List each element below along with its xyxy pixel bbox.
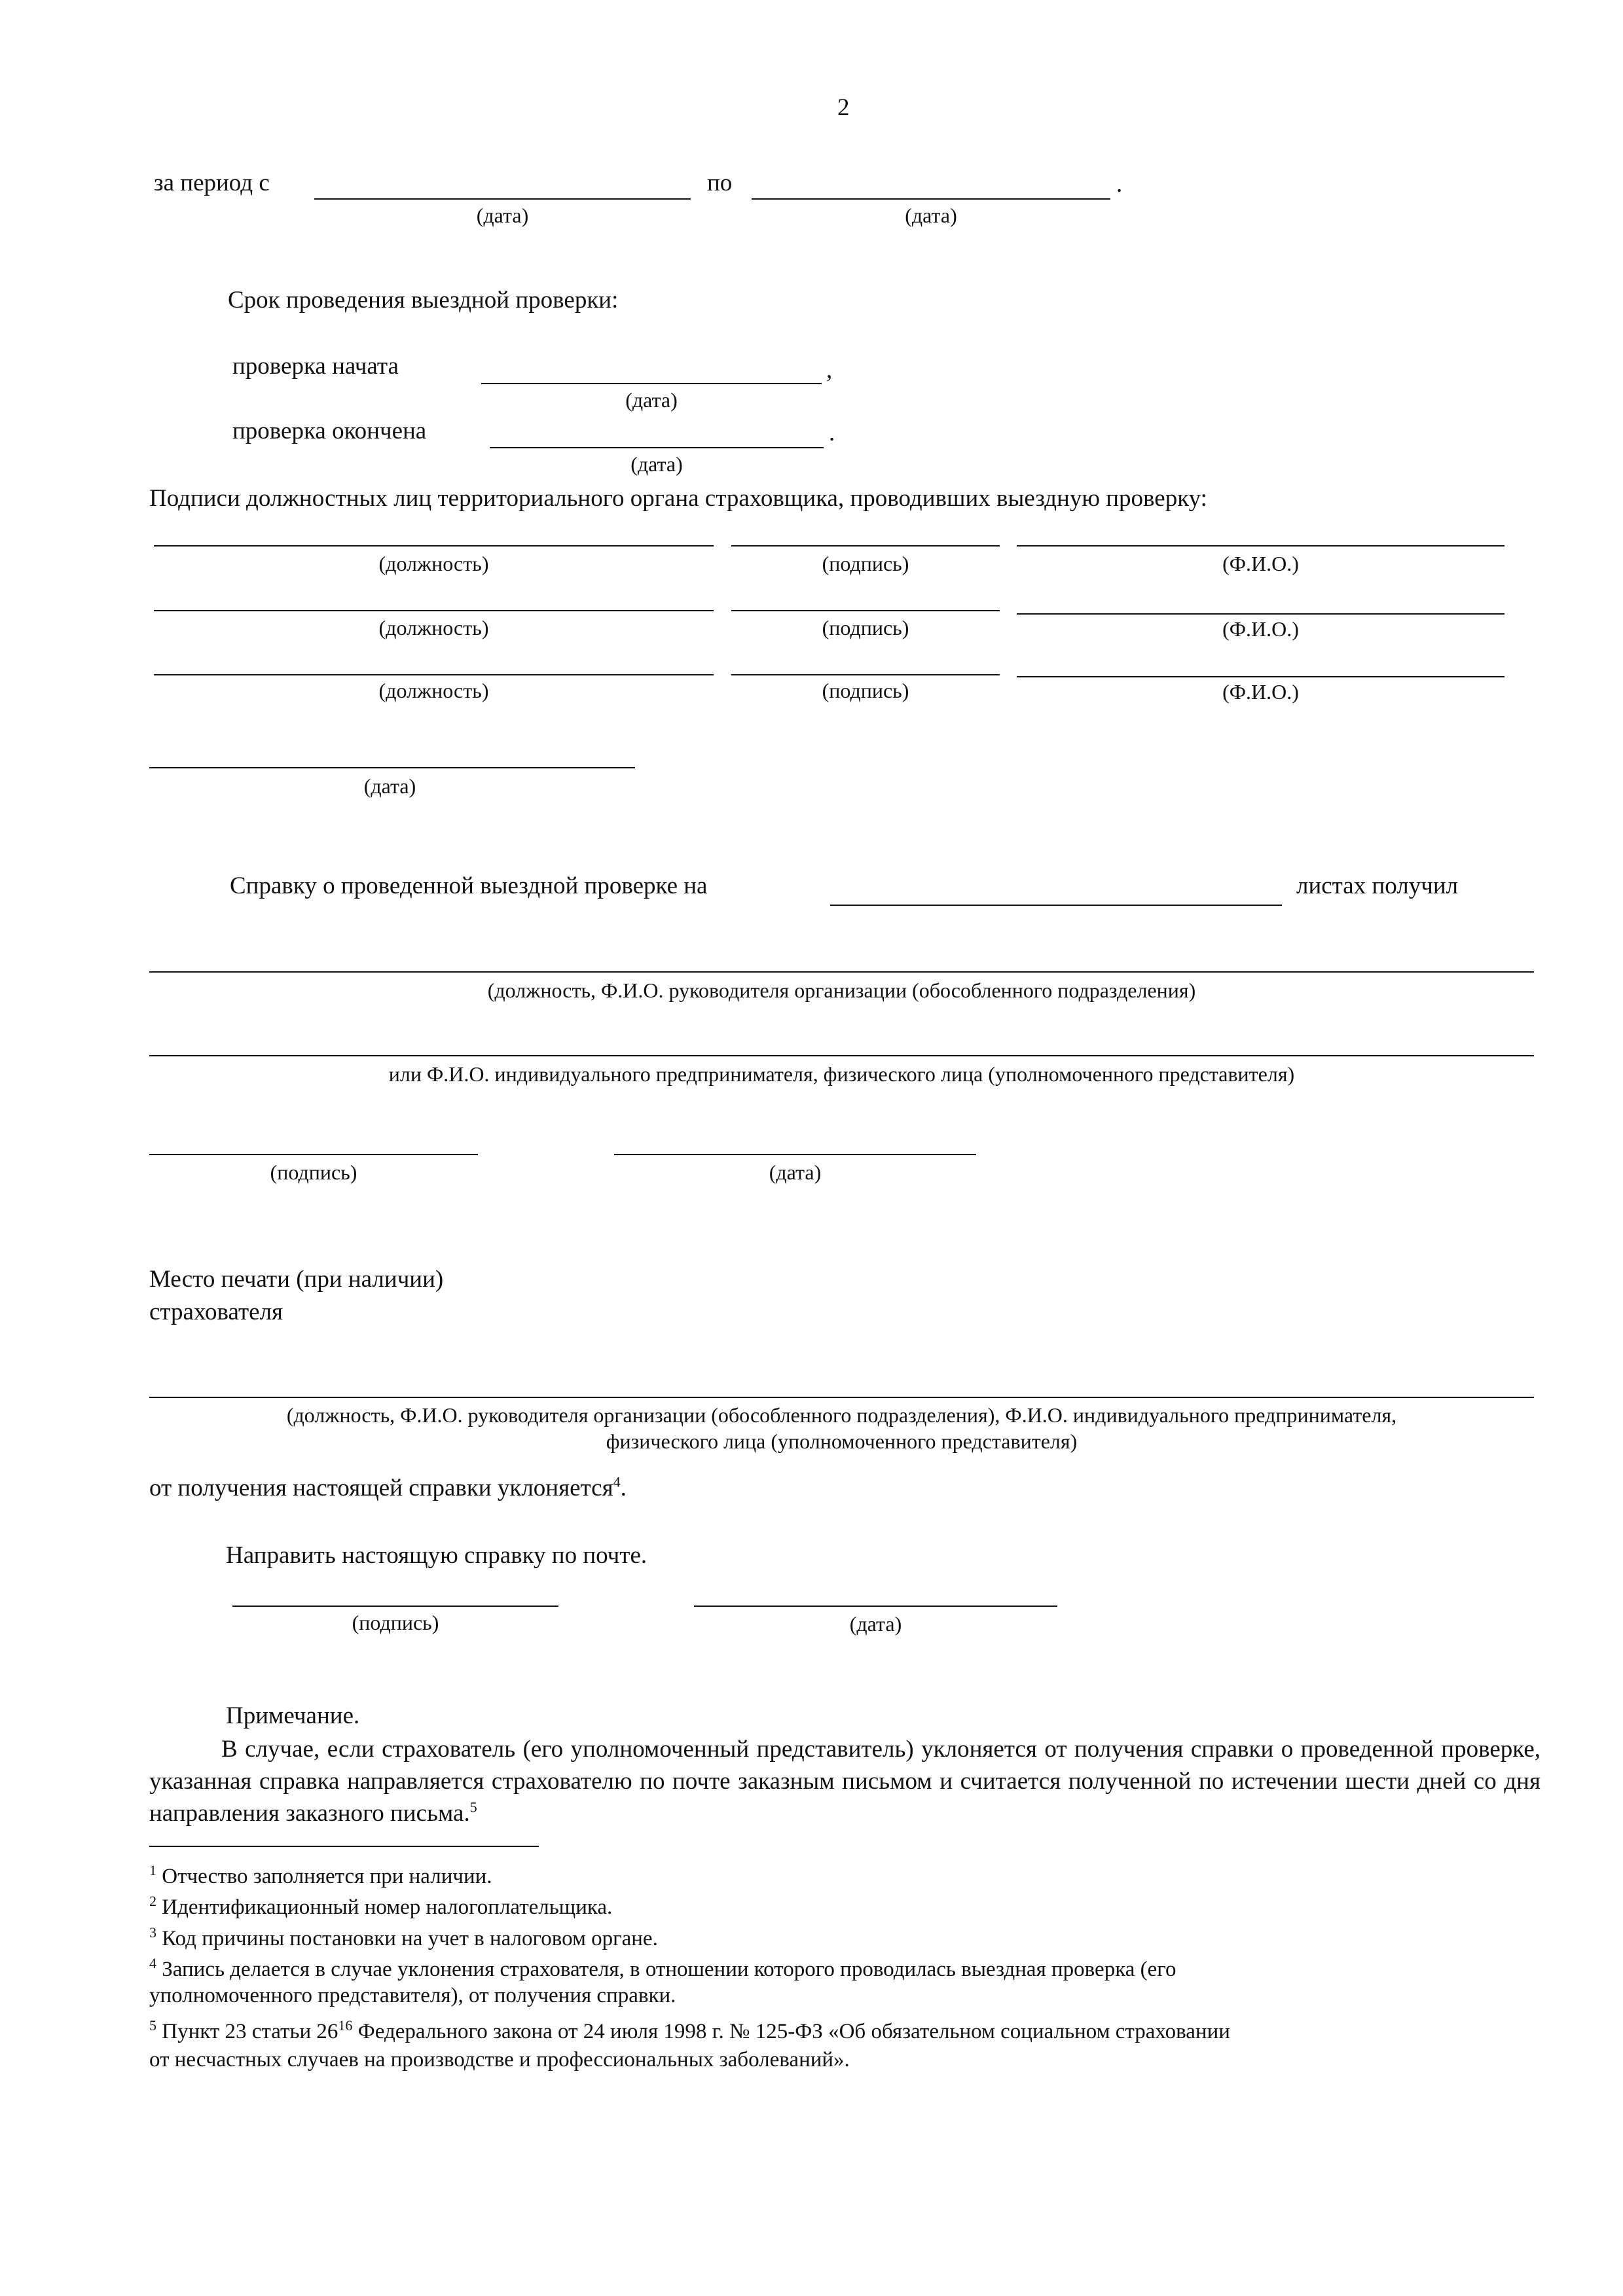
footnote-2-number: 2 xyxy=(149,1893,156,1909)
mail-text: Направить настоящую справку по почте. xyxy=(226,1542,647,1569)
signature-row-3-position-field[interactable] xyxy=(154,674,714,675)
signature-row-2-position-field[interactable] xyxy=(154,610,714,611)
receipt-date-caption: (дата) xyxy=(769,1160,822,1184)
evasion-text: от получения настоящей справки уклоняется xyxy=(149,1475,613,1501)
signature-row-3-position-caption: (должность) xyxy=(378,679,489,702)
footnote-5-text-continued: от несчастных случаев на производстве и профессиональных заболеваний». xyxy=(149,2048,850,2072)
signature-row-3-fio-caption: (Ф.И.О.) xyxy=(1222,680,1299,704)
evasion-end-mark: . xyxy=(620,1475,627,1501)
signature-row-3-signature-field[interactable] xyxy=(731,674,1000,675)
mail-date-field[interactable] xyxy=(694,1605,1057,1607)
seal-line-1: Место печати (при наличии) xyxy=(149,1266,444,1293)
inspection-started-mark: , xyxy=(826,357,833,384)
signature-row-1-signature-field[interactable] xyxy=(731,545,1000,547)
footnote-5-text-b: Федерального закона от 24 июля 1998 г. № 125-ФЗ «Об обязательном социальном страховании xyxy=(357,2020,1230,2043)
footnote-4-text-continued: уполномоченного представителя), от получения справки. xyxy=(149,1984,676,2007)
mail-signature-field[interactable] xyxy=(232,1605,558,1607)
inspection-started-caption: (дата) xyxy=(625,388,678,412)
inspection-heading: Срок проведения выездной проверки: xyxy=(228,287,619,314)
signature-row-1-signature-caption: (подпись) xyxy=(822,552,909,575)
receipt-head-field[interactable] xyxy=(149,971,1534,973)
period-from-label: за период с xyxy=(154,170,270,196)
receipt-signature-field[interactable] xyxy=(149,1154,478,1155)
footnote-5-sup: 16 xyxy=(338,2017,353,2034)
signatures-date-field[interactable] xyxy=(149,767,635,768)
footnote-1-text: Отчество заполняется при наличии. xyxy=(162,1865,492,1888)
period-to-label: по xyxy=(707,170,733,196)
receipt-signature-caption: (подпись) xyxy=(270,1160,357,1184)
evasion-caption-line-2: физического лица (уполномоченного представителя) xyxy=(606,1429,1078,1453)
signature-row-1-fio-field[interactable] xyxy=(1017,545,1504,547)
mail-date-caption: (дата) xyxy=(849,1612,902,1636)
footnote-5-number: 5 xyxy=(149,2017,156,2034)
signature-row-2-signature-field[interactable] xyxy=(731,610,1000,611)
footnote-2 xyxy=(149,1895,612,1920)
footnote-3 xyxy=(149,1926,658,1951)
footnote-2-text: Идентификационный номер налогоплательщика. xyxy=(162,1895,613,1919)
seal-line-2: страхователя xyxy=(149,1299,283,1325)
receipt-entrepreneur-caption: или Ф.И.О. индивидуального предпринимателя, физического лица (уполномоченного представителя) xyxy=(388,1062,1295,1086)
signature-row-1-position-field[interactable] xyxy=(154,545,714,547)
footnote-3-number: 3 xyxy=(149,1924,156,1941)
footnote-3-text: Код причины постановки на учет в налоговом органе. xyxy=(162,1927,658,1950)
signature-row-2-position-caption: (должность) xyxy=(378,616,489,639)
footnote-5-text-a: Пункт 23 статьи 26 xyxy=(162,2020,338,2043)
receipt-head-caption: (должность, Ф.И.О. руководителя организации (обособленного подразделения) xyxy=(487,978,1196,1002)
period-end-mark: . xyxy=(1116,171,1123,198)
footnote-separator xyxy=(149,1846,539,1847)
footnote-1-number: 1 xyxy=(149,1862,156,1878)
receipt-entrepreneur-field[interactable] xyxy=(149,1055,1534,1056)
note-title: Примечание. xyxy=(226,1702,360,1729)
evasion-footnote-ref: 4 xyxy=(613,1473,621,1490)
evasion-caption-line-1: (должность, Ф.И.О. руководителя организации (обособленного подразделения), Ф.И.О. индивидуального предпринимателя, xyxy=(286,1403,1397,1427)
signature-row-2-fio-field[interactable] xyxy=(1017,613,1504,615)
inspection-started-field[interactable] xyxy=(481,383,822,384)
inspection-ended-caption: (дата) xyxy=(630,452,683,476)
signature-row-1-fio-caption: (Ф.И.О.) xyxy=(1222,552,1299,575)
signature-row-3-signature-caption: (подпись) xyxy=(822,679,909,702)
inspection-ended-label: проверка окончена xyxy=(232,418,427,444)
mail-signature-caption: (подпись) xyxy=(352,1611,439,1634)
period-from-caption: (дата) xyxy=(476,204,529,227)
period-to-field[interactable] xyxy=(752,198,1110,200)
inspection-ended-field[interactable] xyxy=(490,447,824,448)
receipt-text-after: листах получил xyxy=(1296,872,1459,899)
evasion-statement xyxy=(149,1474,627,1503)
receipt-text-before: Справку о проведенной выездной проверке на xyxy=(230,872,708,899)
signature-row-2-fio-caption: (Ф.И.О.) xyxy=(1222,617,1299,641)
page-number: 2 xyxy=(837,94,850,121)
note-body: В случае, если страхователь (его уполномоченный представитель) уклоняется от получения справки о проведенной проверке, указанная справка направляется страхователю по почте заказным письмом и считается полученной по истечении шести дней со дня направления заказного письма. xyxy=(149,1736,1541,1827)
footnote-4-text: Запись делается в случае уклонения страхователя, в отношении которого проводилась выездная проверка (его xyxy=(162,1958,1176,1981)
signature-row-1-position-caption: (должность) xyxy=(378,552,489,575)
signature-row-2-signature-caption: (подпись) xyxy=(822,616,909,639)
period-to-caption: (дата) xyxy=(905,204,957,227)
period-from-field[interactable] xyxy=(314,198,691,200)
note-footnote-ref: 5 xyxy=(469,1799,477,1816)
footnote-4-number: 4 xyxy=(149,1955,156,1971)
receipt-date-field[interactable] xyxy=(614,1154,976,1155)
footnote-1 xyxy=(149,1864,492,1889)
signature-row-3-fio-field[interactable] xyxy=(1017,676,1504,677)
inspection-started-label: проверка начата xyxy=(232,353,399,380)
receipt-sheets-field[interactable] xyxy=(830,905,1282,906)
footnote-5 xyxy=(149,2019,1230,2044)
signatures-date-caption: (дата) xyxy=(363,774,416,798)
inspection-ended-mark: . xyxy=(829,420,835,446)
footnote-4 xyxy=(149,1957,1176,1982)
note-text xyxy=(149,1733,1541,1829)
evasion-field[interactable] xyxy=(149,1397,1534,1398)
signatures-heading: Подписи должностных лиц территориального органа страховщика, проводивших выездную проверку: xyxy=(149,485,1207,512)
